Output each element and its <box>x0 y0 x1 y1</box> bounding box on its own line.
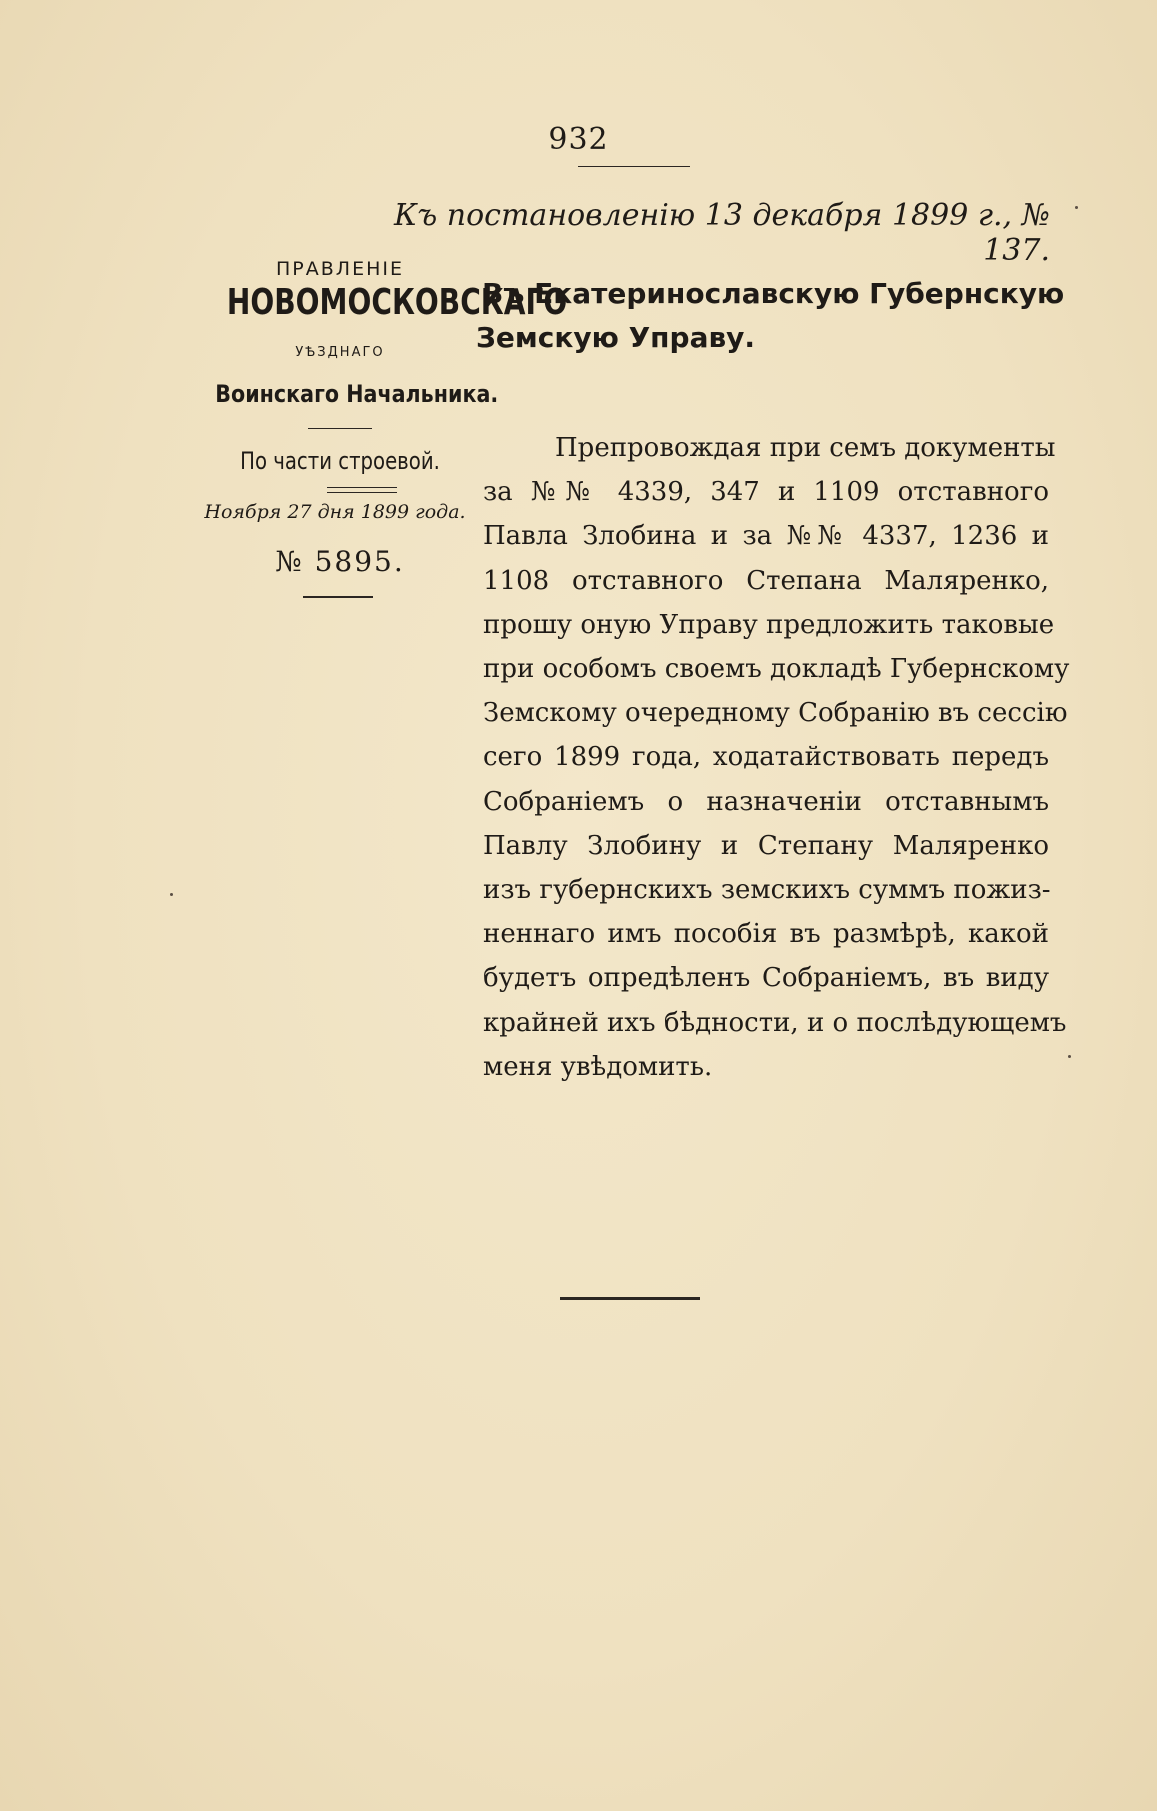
addressee-line-2: Земскую Управу. <box>476 321 756 354</box>
sender-block <box>195 258 568 598</box>
body-line: будетъ опредѣленъ Собраніемъ, въ виду <box>483 963 1049 994</box>
double-divider-rule <box>327 487 397 493</box>
addressee-line-1: Въ Екатеринославскую Губернскую <box>482 277 1065 310</box>
body-line: прошу оную Управу предложить таковые <box>483 609 1055 640</box>
document-number: № 5895. <box>275 545 405 578</box>
body-line: при особомъ своемъ докладѣ Губернскому <box>483 654 1070 685</box>
end-rule <box>560 1297 700 1300</box>
body-line: сего 1899 года, ходатайствовать передъ <box>483 742 1049 773</box>
date-line: Ноября 27 дня 1899 года. <box>204 501 466 523</box>
paper-speck <box>1068 1055 1071 1058</box>
body-line: Земскому очередному Собранію въ сессію <box>483 698 1068 729</box>
body-line: неннаго имъ пособія въ размѣрѣ, какой <box>483 919 1049 950</box>
sender-line-4: Воинскаго Начальника. <box>215 380 499 408</box>
thick-divider-rule <box>303 596 373 598</box>
body-line: изъ губернскихъ земскихъ суммъ пожиз- <box>483 875 1051 906</box>
sender-line-3: УѢЗДНАГО <box>295 345 385 360</box>
body-text <box>483 426 1070 1089</box>
body-line: Препровождая при семъ документы <box>555 433 1056 463</box>
department-line: По части строевой. <box>240 447 440 475</box>
divider-rule <box>308 428 372 429</box>
body-line: Павлу Злобину и Степану Маляренко <box>483 830 1049 861</box>
body-line: крайней ихъ бѣдности, и о послѣдующемъ <box>483 1007 1067 1038</box>
paper-speck <box>1075 206 1078 209</box>
resolution-reference: Къ постановленію 13 декабря 1899 г., № 137. <box>394 198 1050 268</box>
body-line: Павла Злобина и за №№ 4337, 1236 и <box>483 521 1049 552</box>
addressee-block <box>476 272 1065 360</box>
paper-speck <box>170 893 173 896</box>
body-line: меня увѣдомить. <box>483 1051 713 1082</box>
body-line: за №№ 4339, 347 и 1109 отставного <box>483 477 1049 508</box>
sender-line-2: НОВОМОСКОВСКАГО <box>226 282 568 323</box>
body-line: Собраніемъ о назначеніи отставнымъ <box>483 786 1049 817</box>
sender-line-1: ПРАВЛЕНІЕ <box>276 258 404 280</box>
page-number-rule <box>578 166 690 167</box>
body-line: 1108 отставного Степана Маляренко, <box>483 565 1049 596</box>
page-number: 932 <box>548 122 609 157</box>
